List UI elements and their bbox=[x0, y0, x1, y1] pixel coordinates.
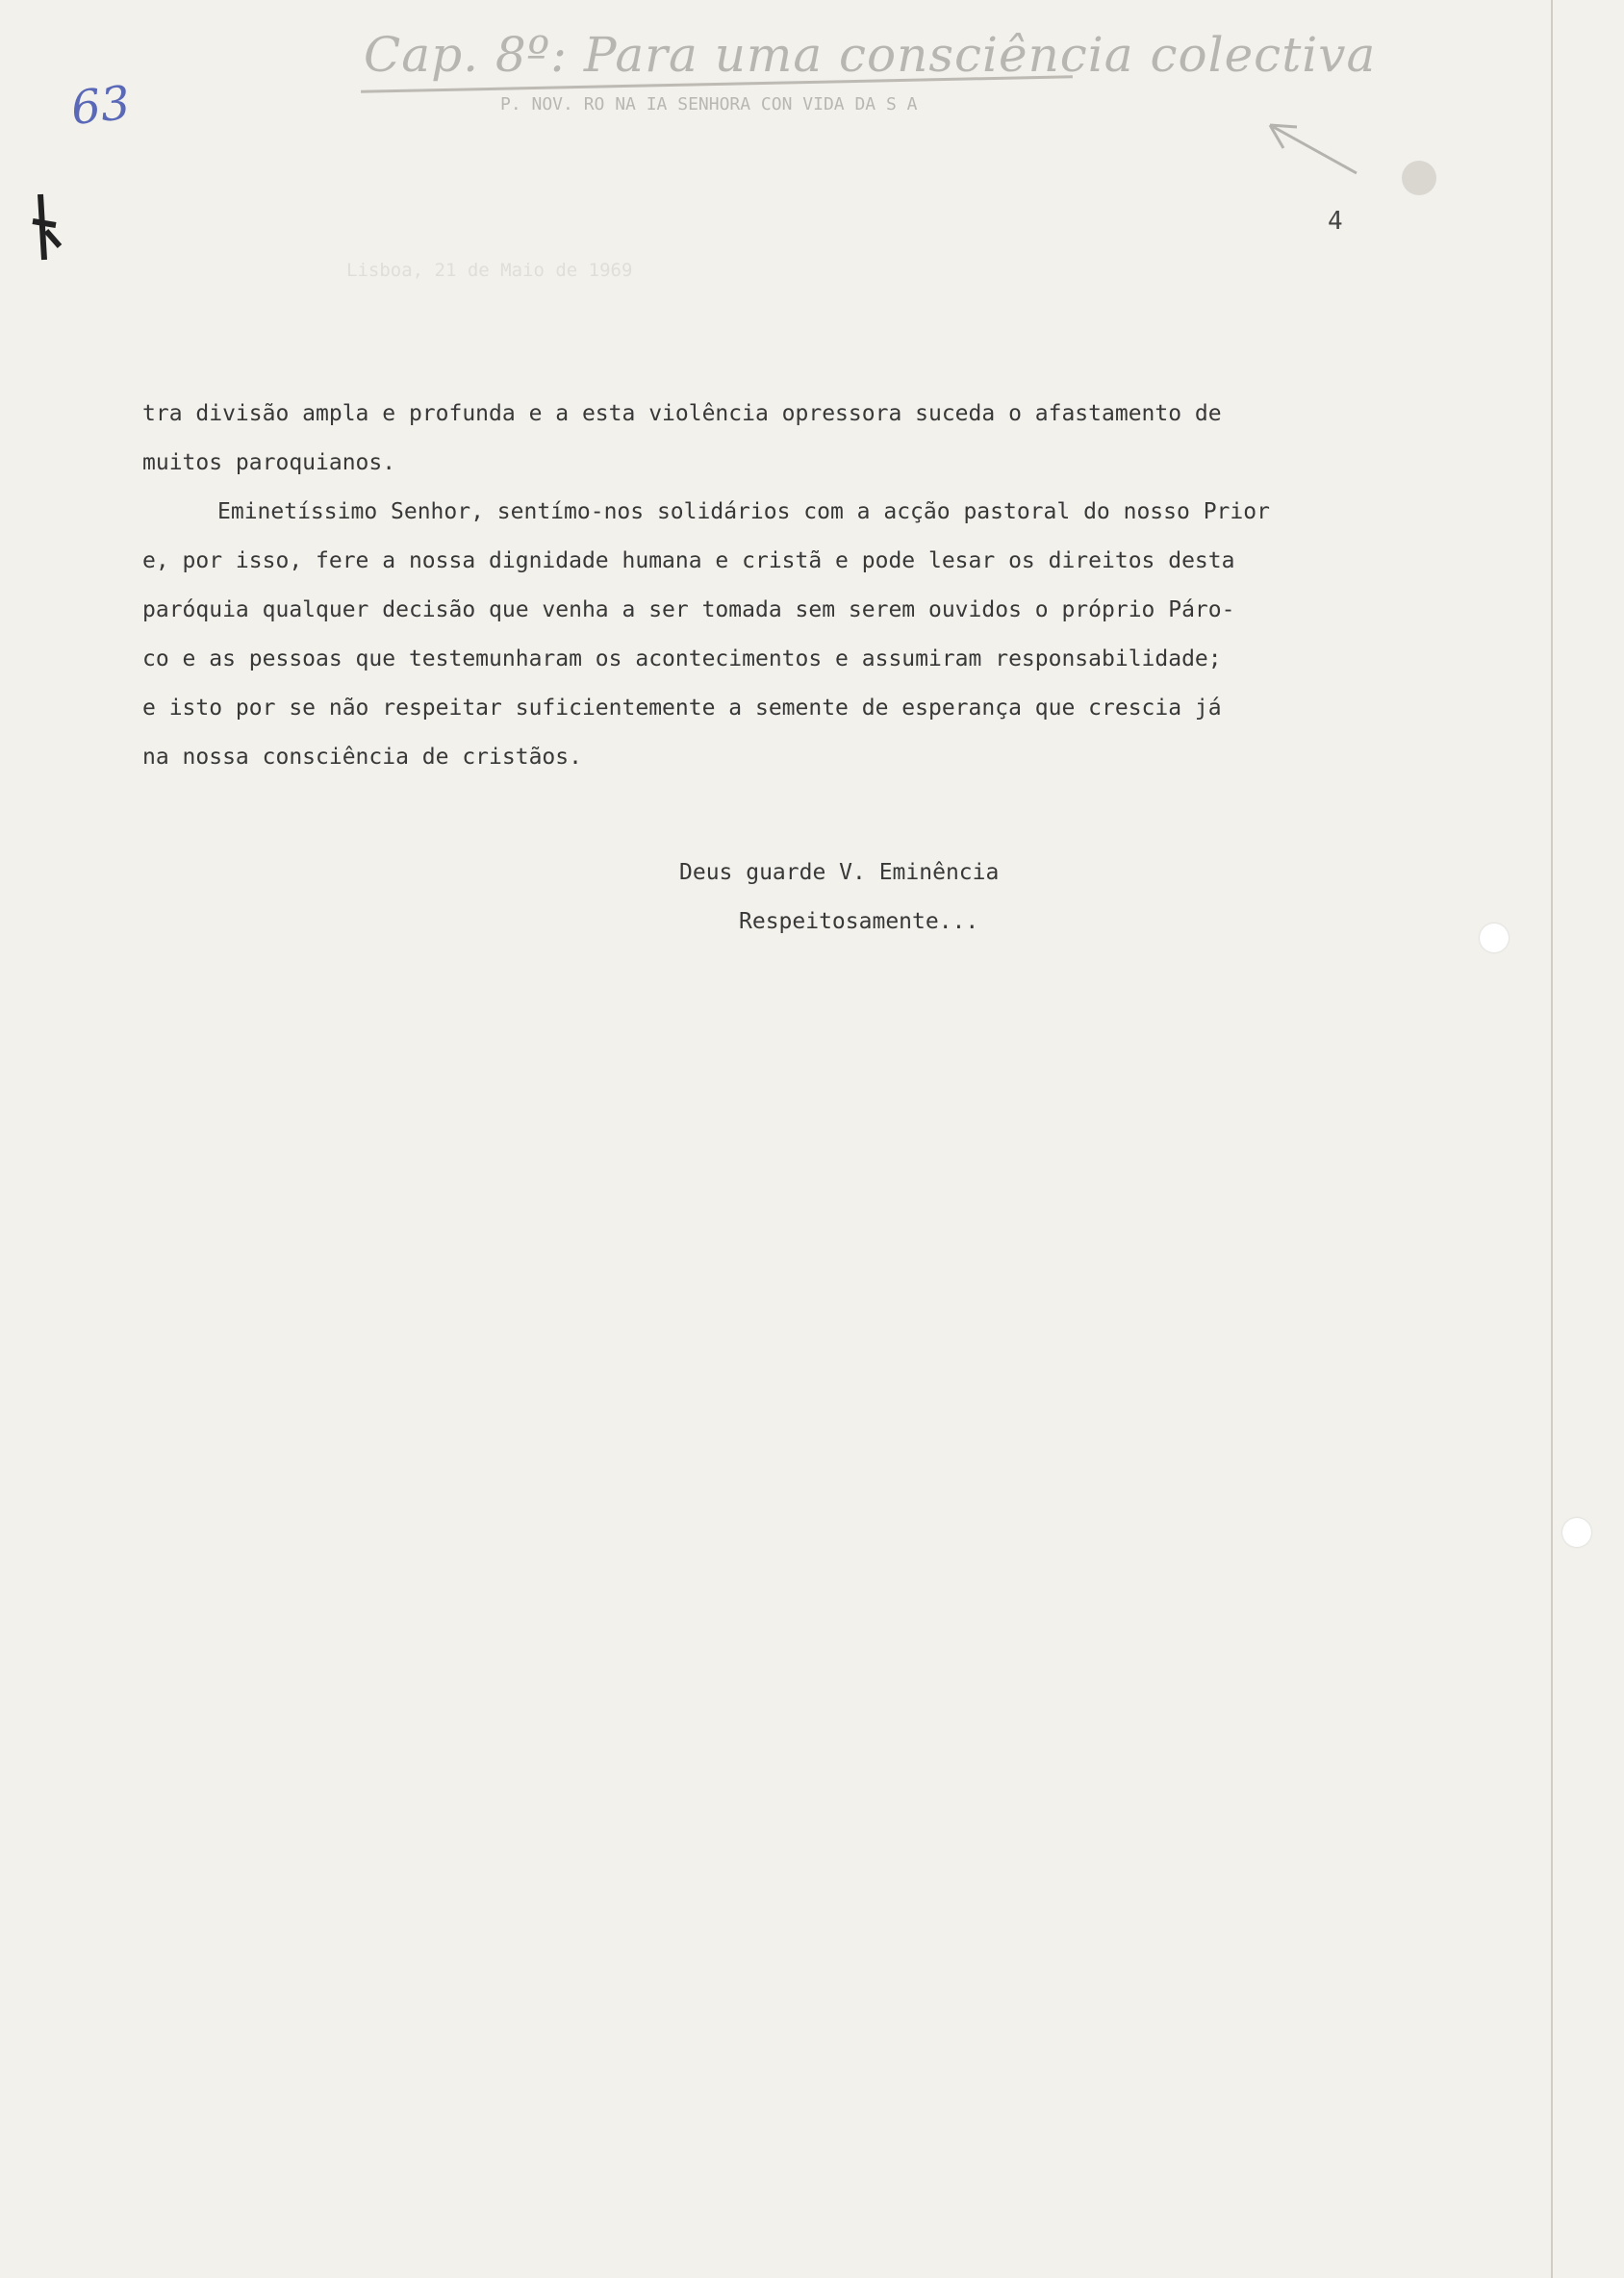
closing-respectfully: Respeitosamente... bbox=[739, 909, 979, 934]
text-line: paróquia qualquer decisão que venha a ser tomada sem serem ouvidos o próprio Páro- bbox=[142, 597, 1235, 622]
letter-body bbox=[142, 390, 1412, 782]
margin-mark-icon bbox=[27, 192, 65, 269]
text-line: muitos paroquianos. bbox=[142, 450, 396, 475]
text-line: na nossa consciência de cristãos. bbox=[142, 745, 582, 770]
page-number: 4 bbox=[1328, 207, 1343, 236]
text-line: tra divisão ampla e profunda e a esta violência opressora suceda o afastamento de bbox=[142, 401, 1222, 426]
bleed-through-text: Lisboa, 21 de Maio de 1969 bbox=[346, 260, 633, 281]
text-line: e, por isso, fere a nossa dignidade humana e cristã e pode lesar os direitos desta bbox=[142, 548, 1235, 573]
handwritten-chapter-title: Cap. 8º: Para uma consciência colectiva bbox=[364, 27, 1377, 83]
paragraph-2 bbox=[142, 488, 1412, 782]
paragraph-1 bbox=[142, 390, 1412, 488]
text-line: co e as pessoas que testemunharam os acontecimentos e assumiram responsabilidade; bbox=[142, 646, 1222, 671]
punch-hole bbox=[1480, 924, 1509, 952]
text-line: Eminetíssimo Senhor, sentímo-nos solidários com a acção pastoral do nosso Prior bbox=[217, 499, 1270, 524]
page-edge bbox=[1551, 0, 1553, 2278]
punch-hole bbox=[1562, 1518, 1591, 1547]
folio-number: 63 bbox=[68, 75, 133, 137]
arrow-annotation-icon bbox=[1251, 106, 1366, 183]
faint-header-subline: P. NOV. RO NA IA SENHORA CON VIDA DA S A bbox=[500, 94, 918, 114]
ink-blot-icon bbox=[1385, 144, 1453, 212]
text-line: e isto por se não respeitar suficientemente a semente de esperança que crescia já bbox=[142, 696, 1222, 721]
closing-salutation: Deus guarde V. Eminência bbox=[679, 860, 1000, 885]
